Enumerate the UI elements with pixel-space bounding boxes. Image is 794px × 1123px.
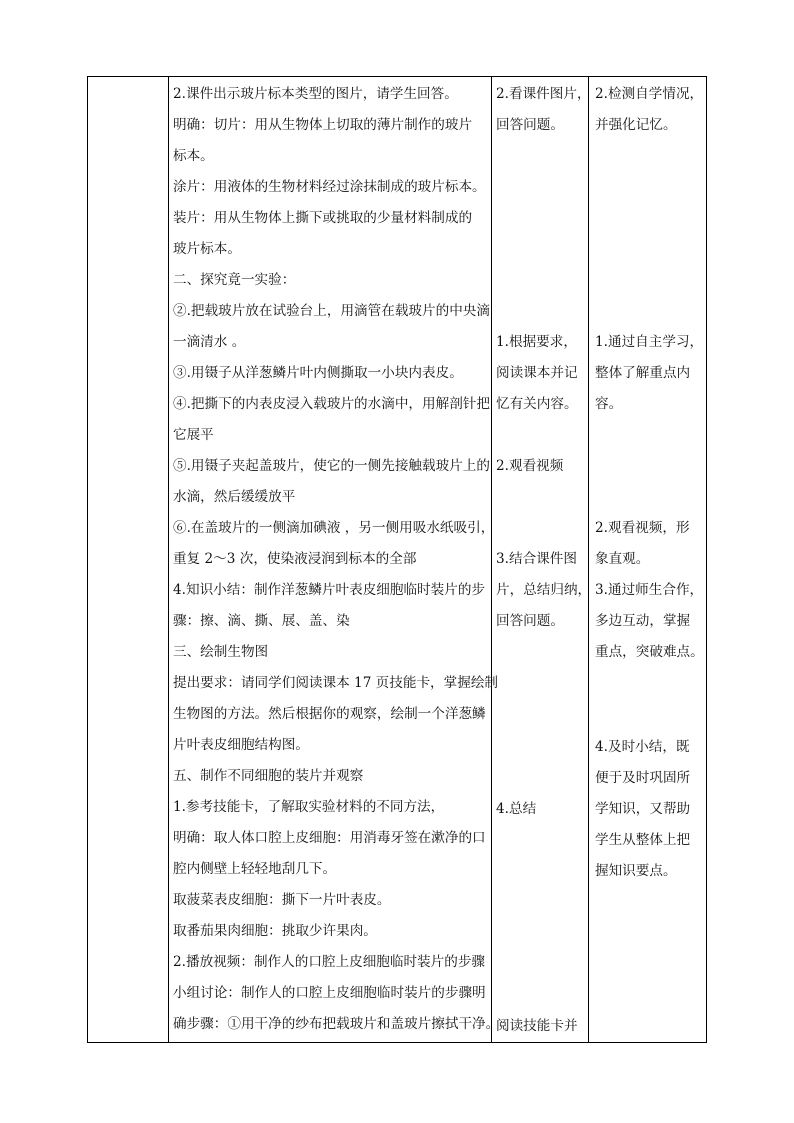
design-intent-line: 并强化记忆。 <box>595 117 677 133</box>
teacher-activity-line: ③.用镊子从洋葱鳞片叶内侧撕取一小块内表皮。 <box>173 365 463 381</box>
teacher-activity-line: 骤：擦、滴、撕、展、盖、染 <box>173 613 350 629</box>
teacher-activity-line: 2.播放视频：制作人的口腔上皮细胞临时装片的步骤 <box>173 954 486 970</box>
column-divider <box>588 77 589 1042</box>
teacher-activity-line: 三、绘制生物图 <box>173 644 269 660</box>
teacher-activity-line: 二、探究竟一实验： <box>173 272 296 288</box>
teacher-activity-line: 标本。 <box>173 148 214 164</box>
teacher-activity-line: 它展平 <box>173 427 214 443</box>
design-intent-line: 容。 <box>595 396 623 412</box>
design-intent-line: 便于及时巩固所 <box>595 770 691 786</box>
teacher-activity-line: 一滴清水 。 <box>173 334 246 350</box>
teacher-activity-line: 提出要求：请同学们阅读课本 17 页技能卡，掌握绘制 <box>173 675 499 691</box>
student-activity-line: 3.结合课件图 <box>496 551 577 567</box>
teacher-activity-line: 装片：用从生物体上撕下或挑取的少量材料制成的 <box>173 210 473 226</box>
student-activity-line: 阅读技能卡并 <box>496 1018 578 1034</box>
teacher-activity-line: 明确：取人体口腔上皮细胞：用消毒牙签在漱净的口 <box>173 830 486 846</box>
teacher-activity-line: 4.知识小结：制作洋葱鳞片叶表皮细胞临时装片的步 <box>173 582 486 598</box>
teacher-activity-line: 生物图的方法。然后根据你的观察，绘制一个洋葱鳞 <box>173 706 486 722</box>
design-intent-line: 2.观看视频，形 <box>595 520 690 536</box>
column-divider <box>491 77 492 1042</box>
teacher-activity-line: 玻片标本。 <box>173 241 241 257</box>
student-activity-line: 阅读课本并记 <box>496 365 578 381</box>
teacher-activity-line: 明确：切片：用从生物体上切取的薄片制作的玻片 <box>173 117 473 133</box>
teacher-activity-line: 取番茄果肉细胞：挑取少许果肉。 <box>173 923 377 939</box>
teacher-activity-line: 片叶表皮细胞结构图。 <box>173 737 309 753</box>
design-intent-line: 整体了解重点内 <box>595 365 691 381</box>
teacher-activity-line: 1.参考技能卡，了解取实验材料的不同方法， <box>173 799 445 815</box>
design-intent-line: 多边互动，掌握 <box>595 613 691 629</box>
column-divider <box>168 77 169 1042</box>
teacher-activity-line: 小组讨论：制作人的口腔上皮细胞临时装片的步骤明 <box>173 985 486 1001</box>
student-activity-line: 片，总结归纳， <box>496 582 592 598</box>
teacher-activity-line: ⑤.用镊子夹起盖玻片，使它的一侧先接触载玻片上的 <box>173 458 490 474</box>
teacher-activity-line: 重复 2～3 次，使染液浸润到标本的全部 <box>173 551 417 567</box>
student-activity-line: 4.总结 <box>496 801 537 817</box>
design-intent-line: 1.通过自主学习， <box>595 334 704 350</box>
lesson-plan-table <box>87 76 707 1043</box>
design-intent-line: 4.及时小结，既 <box>595 739 690 755</box>
design-intent-line: 2.检测自学情况， <box>595 86 704 102</box>
teacher-activity-line: ④.把撕下的内表皮浸入载玻片的水滴中，用解剖针把 <box>173 396 490 412</box>
teacher-activity-line: 水滴，然后缓缓放平 <box>173 489 296 505</box>
design-intent-line: 象直观。 <box>595 551 650 567</box>
teacher-activity-line: ②.把载玻片放在试验台上，用滴管在载玻片的中央滴 <box>173 303 490 319</box>
design-intent-line: 3.通过师生合作， <box>595 582 704 598</box>
student-activity-line: 1.根据要求， <box>496 334 577 350</box>
student-activity-line: 2.看课件图片， <box>496 86 591 102</box>
teacher-activity-line: ⑥.在盖玻片的一侧滴加碘液 ，另一侧用吸水纸吸引， <box>173 520 495 536</box>
teacher-activity-line: 取菠菜表皮细胞：撕下一片叶表皮。 <box>173 892 391 908</box>
student-activity-line: 2.观看视频 <box>496 458 564 474</box>
teacher-activity-line: 涂片：用液体的生物材料经过涂抹制成的玻片标本。 <box>173 179 486 195</box>
teacher-activity-line: 五、制作不同细胞的装片并观察 <box>173 768 364 784</box>
teacher-activity-line: 2.课件出示玻片标本类型的图片，请学生回答。 <box>173 86 458 102</box>
design-intent-line: 重点，突破难点。 <box>595 644 704 660</box>
student-activity-line: 回答问题。 <box>496 613 564 629</box>
design-intent-line: 握知识要点。 <box>595 863 677 879</box>
teacher-activity-line: 腔内侧壁上轻轻地刮几下。 <box>173 861 337 877</box>
student-activity-line: 忆有关内容。 <box>496 396 578 412</box>
teacher-activity-line: 确步骤：①用干净的纱布把载玻片和盖玻片擦拭干净。 <box>173 1016 500 1032</box>
student-activity-line: 回答问题。 <box>496 117 564 133</box>
design-intent-line: 学生从整体上把 <box>595 832 691 848</box>
design-intent-line: 学知识，又帮助 <box>595 801 691 817</box>
